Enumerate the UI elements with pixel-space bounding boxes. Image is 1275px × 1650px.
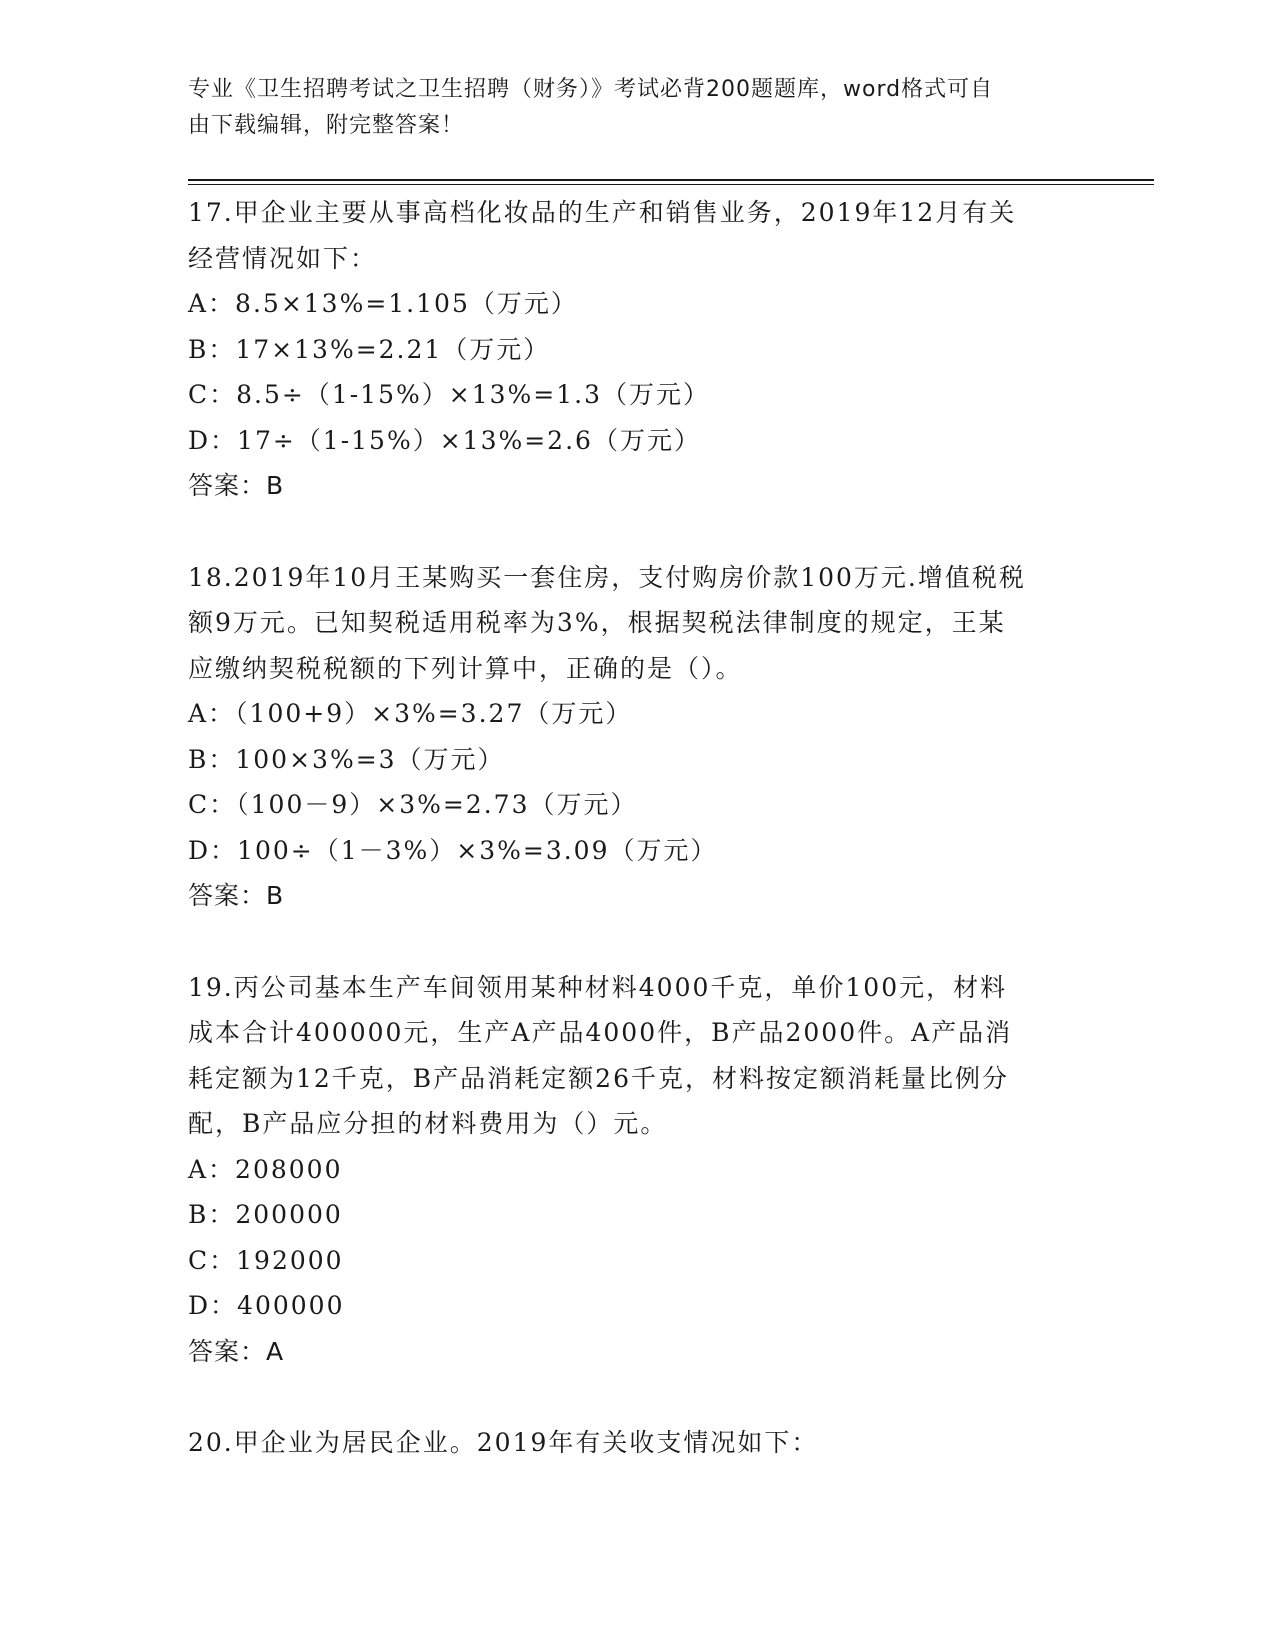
answer: 答案：B [188,471,285,500]
document-header [188,72,1068,144]
header-divider-thick [188,179,1154,181]
option-c: C：192000 [188,1245,344,1275]
option-a: A：（100+9）×3%=3.27（万元） [188,699,633,728]
answer: 答案：A [188,1336,285,1366]
question-18 [188,555,1088,919]
question-text: 配，B产品应分担的材料费用为（）元。 [188,1109,668,1138]
question-text: 经营情况如下： [188,243,378,273]
question-text: 成本合计400000元，生产A产品4000件，B产品2000件。A产品消 [188,1018,1013,1047]
option-c: C：（100－9）×3%=2.73（万元） [188,790,638,819]
question-text: 20.甲企业为居民企业。2019年有关收支情况如下： [188,1428,819,1457]
question-text: 应缴纳契税税额的下列计算中，正确的是（）。 [188,653,743,683]
option-a: A：208000 [188,1154,343,1184]
question-text: 19.丙公司基本生产车间领用某种材料4000千克，单价100元，材料 [188,972,1008,1002]
question-list [188,190,1088,1512]
option-d: D：17÷（1-15%）×13%=2.6（万元） [188,425,701,455]
question-text: 额9万元。已知契税适用税率为3%，根据契税法律制度的规定，王某 [188,608,1006,637]
option-c: C：8.5÷（1-15%）×13%=1.3（万元） [188,380,710,409]
question-text: 18.2019年10月王某购买一套住房，支付购房价款100万元.增值税税 [188,562,1026,592]
option-b: B：17×13%=2.21（万元） [188,334,551,364]
question-text: 耗定额为12千克，B产品消耗定额26千克，材料按定额消耗量比例分 [188,1063,1009,1093]
option-a: A：8.5×13%=1.105（万元） [188,289,578,318]
question-17 [188,190,1088,509]
header-divider-thin [188,184,1154,185]
option-d: D：100÷（1－3%）×3%=3.09（万元） [188,835,718,865]
header-line: 专业《卫生招聘考试之卫生招聘（财务）》考试必背200题题库，word格式可自 [188,77,994,102]
answer: 答案：B [188,881,285,910]
question-19 [188,965,1088,1375]
option-d: D：400000 [188,1291,345,1320]
question-20 [188,1420,1088,1466]
header-line: 由下载编辑，附完整答案！ [188,113,465,138]
option-b: B：100×3%=3（万元） [188,744,505,774]
option-b: B：200000 [188,1200,343,1229]
question-text: 17.甲企业主要从事高档化妆品的生产和销售业务，2019年12月有关 [188,198,1017,227]
